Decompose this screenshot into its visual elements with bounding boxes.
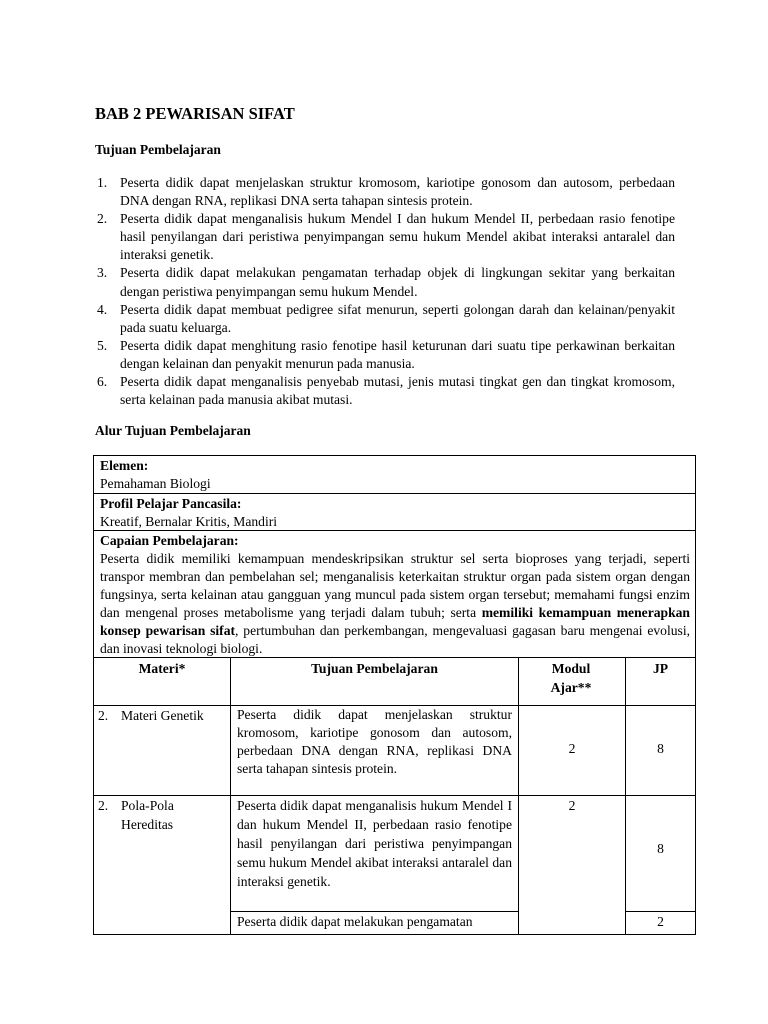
list-item [95, 373, 675, 409]
list-text: Peserta didik dapat menjelaskan struktur kromosom, kariotipe gonosom dan autosom, perbedaan DNA dengan RNA, replikasi DNA serta tahapan sintesis protein. [120, 175, 675, 209]
header-jp: JP [652, 661, 669, 676]
capaian-text [100, 550, 690, 658]
capaian-label: Capaian Pembelajaran: [100, 533, 239, 548]
list-text: Peserta didik dapat melakukan pengamatan terhadap objek di lingkungan sekitar yang berkaitan dengan peristiwa penyimpangan semu hukum Mendel. [120, 265, 675, 299]
list-item [95, 174, 675, 210]
modul-cell: 2 [568, 741, 576, 756]
list-text: Peserta didik dapat membuat pedigree sifat menurun, seperti golongan darah dan kelainan/penyakit pada suatu keluarga. [120, 301, 675, 335]
list-number: 5. [97, 337, 108, 353]
list-text: Peserta didik dapat menghitung rasio fenotipe hasil keturunan dari suatu tipe perkawinan berkaitan dengan kelainan dan penyakit menurun pada manusia. [120, 337, 675, 371]
tujuan-cell: Peserta didik dapat menjelaskan struktur kromosom, kariotipe gonosom dan autosom, perbedaan DNA dengan RNA, replikasi DNA serta tahapan sintesis protein. [237, 707, 512, 776]
elemen-label: Elemen: [100, 458, 149, 473]
list-number: 3. [97, 265, 108, 281]
elemen-value: Pemahaman Biologi [100, 476, 211, 491]
objectives-list [95, 174, 675, 409]
tujuan-cell: Peserta didik dapat melakukan pengamatan [237, 914, 473, 929]
elemen-section [94, 456, 695, 494]
header-materi: Materi* [138, 661, 186, 676]
modul-cell: 2 [568, 798, 576, 813]
list-number: 4. [97, 301, 108, 317]
chapter-title: BAB 2 PEWARISAN SIFAT [95, 104, 295, 123]
list-number: 6. [97, 374, 108, 390]
capaian-text-end: , pertumbuhan dan perkembangan, mengevaluasi gagasan baru mengenai evolusi, dan inovasi teknologi biologi. [100, 623, 690, 656]
column-divider [230, 657, 231, 935]
profil-value: Kreatif, Bernalar Kritis, Mandiri [100, 514, 278, 529]
list-item [95, 264, 675, 300]
list-text: Peserta didik dapat menganalisis penyebab mutasi, jenis mutasi tingkat gen dan tingkat kromosom, serta kelainan pada manusia akibat mutasi. [120, 374, 675, 408]
materi-cell: Pola-Pola Hereditas [121, 798, 174, 832]
materi-grid [94, 657, 695, 935]
list-item [95, 210, 675, 264]
column-divider [625, 657, 626, 935]
header-tujuan: Tujuan Pembelajaran [311, 661, 438, 676]
jp-cell: 8 [657, 741, 664, 756]
header-modul: Modul Ajar** [550, 661, 592, 695]
row-number: 2. [98, 798, 109, 813]
capaian-text-bold: memiliki kemampuan menerapkan konsep pewarisan sifat [100, 605, 690, 638]
capaian-section [94, 531, 695, 657]
list-text: Peserta didik dapat menganalisis hukum Mendel I dan hukum Mendel II, perbedaan rasio fenotipe hasil penyilangan dari peristiwa penyimpangan semu hukum Mendel akibat interaksi antaralel dan interaksi genetik. [120, 211, 675, 263]
capaian-text-start: Peserta didik memiliki kemampuan mendeskripsikan struktur sel serta bioproses yang terjadi, seperti transpor membran dan pembelahan sel; menganalisis keterkaitan struktur organ pada sistem organ dengan fungsinya, serta kelainan atau gangguan yang muncul pada sistem organ tersebut; memahami fungsi enzim dan mengenal proses metabolisme yang terjadi dalam tubuh; serta [100, 551, 690, 620]
list-item [95, 301, 675, 337]
jp-cell: 2 [657, 914, 664, 929]
list-number: 1. [97, 175, 108, 190]
row-number: 2. [98, 708, 109, 723]
learning-flow-table [93, 455, 696, 935]
row-divider [94, 657, 695, 658]
section-heading-alur: Alur Tujuan Pembelajaran [95, 423, 251, 438]
list-number: 2. [97, 211, 108, 227]
materi-cell: Materi Genetik [121, 708, 204, 723]
profil-label: Profil Pelajar Pancasila: [100, 496, 242, 511]
list-item [95, 337, 675, 373]
section-heading-tujuan: Tujuan Pembelajaran [95, 142, 221, 157]
jp-cell: 8 [657, 841, 664, 856]
tujuan-cell: Peserta didik dapat menganalisis hukum Mendel I dan hukum Mendel II, perbedaan rasio fenotipe hasil penyilangan dari peristiwa penyimpangan semu hukum Mendel akibat interaksi antaralel dan interaksi genetik. [237, 798, 512, 889]
profil-section [94, 494, 695, 531]
